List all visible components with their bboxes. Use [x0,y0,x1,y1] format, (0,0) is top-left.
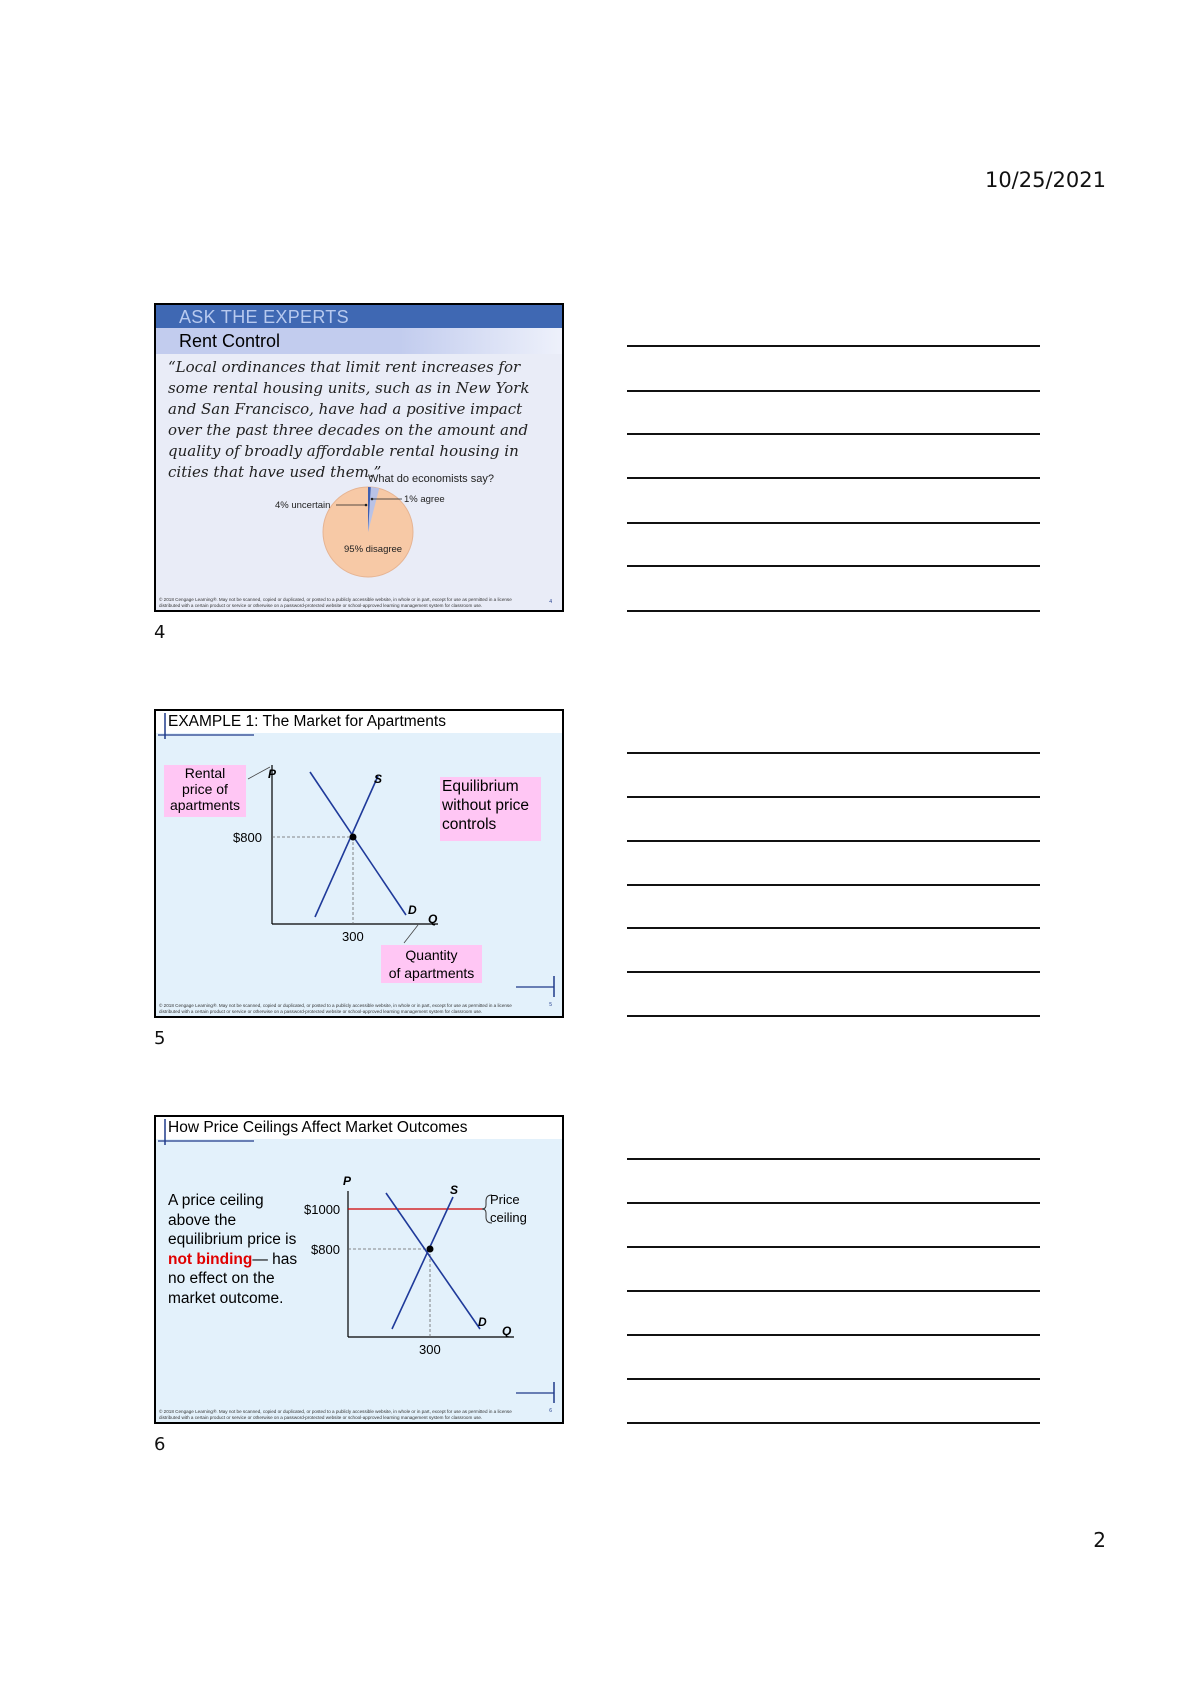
price-tick-label: $800 [311,1242,340,1257]
note-line [627,796,1040,798]
note-box-line-2: without price [442,797,530,814]
note-line [627,390,1040,392]
price-box-pointer [248,767,270,779]
price-box-line-1: Rental [184,765,226,781]
note-line [627,1334,1040,1336]
slide-5-market-for-apartments [154,709,564,1018]
slide-title: How Price Ceilings Affect Market Outcomes [168,1119,468,1136]
equilibrium-point [427,1246,434,1253]
x-axis-label: Q [502,1324,512,1338]
note-line [627,752,1040,754]
note-line [627,884,1040,886]
price-box-line-3: apartments [169,797,241,813]
pie-chart [156,305,564,612]
slide-number-badge: 6 [549,1408,552,1414]
note-line [627,971,1040,973]
equilibrium-point [350,834,357,841]
supply-label: S [374,772,383,786]
note-line [627,840,1040,842]
demand-curve [386,1193,480,1329]
slide-5-number: 5 [154,1028,166,1049]
ceiling-label-line-2: ceiling [490,1210,527,1225]
price-axis-callout [164,765,246,817]
pie-label-disagree: 95% disagree [344,544,403,555]
supply-label: S [450,1183,459,1197]
supply-demand-graph [156,711,564,1018]
price-box-line-2: price of [182,781,228,797]
note-line [627,522,1040,524]
note-line [627,1202,1040,1204]
slide-number-badge: 5 [549,1002,552,1008]
note-line [627,477,1040,479]
quantity-tick-label: 300 [419,1342,441,1357]
note-line [627,1015,1040,1017]
leader-dot-uncertain [365,504,368,507]
note-line [627,1422,1040,1424]
note-box-line-1: Equilibrium [442,778,519,795]
y-axis-label: P [268,767,277,781]
description-not-binding: not binding [168,1250,253,1268]
quantity-tick-label: 300 [342,929,364,944]
quantity-axis-callout [381,945,482,983]
supply-curve [315,776,378,917]
note-line [627,1290,1040,1292]
slide-6-price-ceilings [154,1115,564,1424]
page-number: 2 [1093,1528,1106,1552]
slide-subtitle: Rent Control [179,331,281,351]
note-line [627,1158,1040,1160]
slide-6-number: 6 [154,1434,166,1455]
leader-dot-agree [371,498,374,501]
copyright-notice: © 2018 Cengage Learning®. May not be scanned, copied or duplicated, or posted to a publicly accessible website, in whole or in part, except for use as permitted in a license distributed with a certain product or service or otherwise on a password-protected website or school-approved learning management system for classroom use. [159,597,512,608]
slide-title: EXAMPLE 1: The Market for Apartments [168,713,446,730]
slide-4-ask-the-experts [154,303,564,612]
equilibrium-note-box [440,777,541,841]
copyright-notice: © 2018 Cengage Learning®. May not be scanned, copied or duplicated, or posted to a publicly accessible website, in whole or in part, except for use as permitted in a license distributed with a certain product or service or otherwise on a password-protected website or school-approved learning management system for classroom use. [159,1409,512,1420]
note-line [627,1378,1040,1380]
note-line [627,345,1040,347]
ceiling-label-line-1: Price [490,1192,520,1207]
price-ceiling-graph [156,1117,564,1424]
x-axis-label: Q [428,912,438,926]
supply-curve [392,1197,453,1329]
quantity-box-line-2: of apartments [388,965,475,981]
pie-label-agree: 1% agree [404,494,445,505]
description-tail: — has no effect on the market outcome. [168,1250,298,1307]
note-line [627,1246,1040,1248]
pie-title: What do economists say? [368,473,494,485]
demand-curve [310,772,406,915]
banner-title: ASK THE EXPERTS [179,307,349,327]
description-lead: A price ceiling above the equilibrium price is [168,1192,297,1248]
demand-label: D [408,903,417,917]
demand-label: D [478,1315,487,1329]
ceiling-tick-label: $1000 [304,1202,341,1217]
note-line [627,610,1040,612]
document-date: 10/25/2021 [984,168,1106,192]
slide-4-number: 4 [154,622,166,643]
note-box-line-3: controls [442,816,497,833]
note-line [627,565,1040,567]
copyright-notice: © 2018 Cengage Learning®. May not be scanned, copied or duplicated, or posted to a publicly accessible website, in whole or in part, except for use as permitted in a license distributed with a certain product or service or otherwise on a password-protected website or school-approved learning management system for classroom use. [159,1003,512,1014]
slide-number-badge: 4 [549,599,552,605]
y-axis-label: P [343,1174,352,1188]
pie-label-uncertain: 4% uncertain [275,500,331,511]
price-tick-label: $800 [233,830,262,845]
note-line [627,927,1040,929]
expert-quote: “Local ordinances that limit rent increases for some rental housing units, such as in New York and San Francisco, have had a positive impact over the past three decades on the amount and quality of broadly affordable rental housing in cities that have used them.” [168,358,530,481]
quantity-box-pointer [404,925,418,943]
quantity-box-line-1: Quantity [405,947,458,963]
note-line [627,433,1040,435]
